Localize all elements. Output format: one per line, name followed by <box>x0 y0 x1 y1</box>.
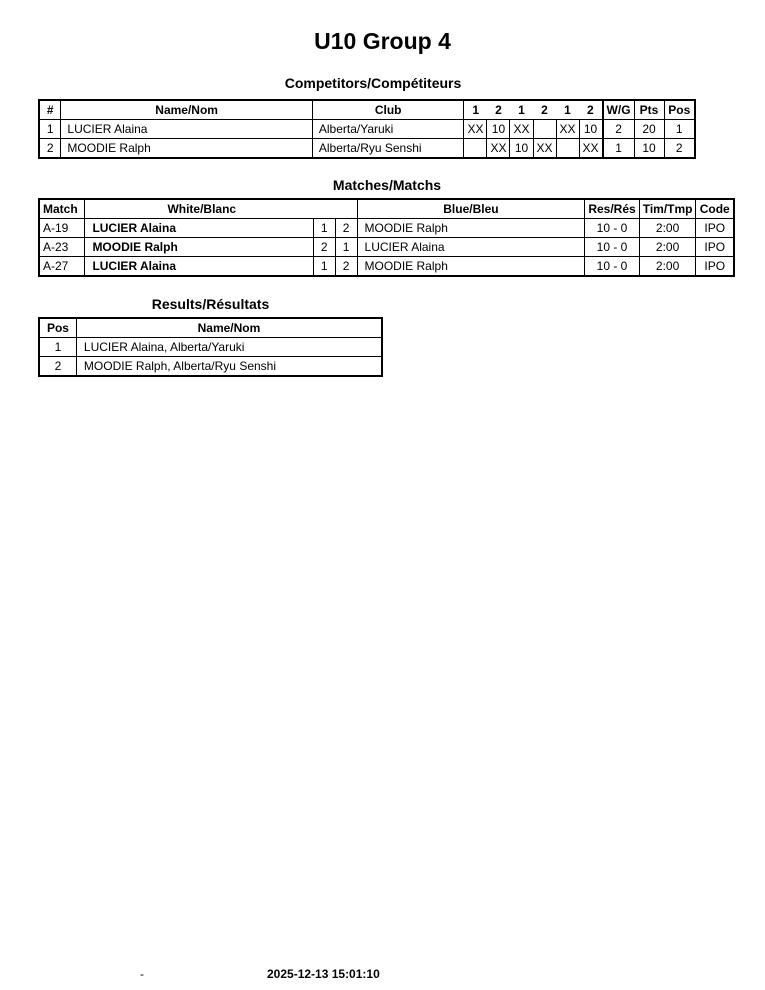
competitors-header-row <box>39 100 695 120</box>
blue-number: 2 <box>335 219 357 238</box>
result-name: MOODIE Ralph, Alberta/Ryu Senshi <box>76 357 382 377</box>
blue-competitor: MOODIE Ralph <box>357 257 585 277</box>
score-cell <box>533 120 556 139</box>
col-pos: Pos <box>39 318 76 338</box>
blue-competitor: LUCIER Alaina <box>357 238 585 257</box>
matches-header-row <box>39 199 734 219</box>
competitor-pts: 10 <box>634 139 664 159</box>
score-cell: XX <box>510 120 533 139</box>
match-time: 2:00 <box>639 238 696 257</box>
col-round: 2 <box>579 100 603 120</box>
col-num: # <box>39 100 61 120</box>
score-cell: XX <box>464 120 487 139</box>
score-cell: XX <box>556 120 579 139</box>
matches-heading: Matches/Matchs <box>332 177 442 193</box>
white-competitor: MOODIE Ralph <box>85 238 313 257</box>
results-heading: Results/Résultats <box>151 296 270 312</box>
blue-number: 2 <box>335 257 357 277</box>
result-pos: 2 <box>39 357 76 377</box>
competitor-pts: 20 <box>634 120 664 139</box>
col-round: 1 <box>464 100 487 120</box>
match-id: A-23 <box>39 238 85 257</box>
col-round: 1 <box>556 100 579 120</box>
col-round: 2 <box>487 100 510 120</box>
score-cell: XX <box>579 139 603 159</box>
competitor-wg: 1 <box>603 139 635 159</box>
blue-number: 1 <box>335 238 357 257</box>
score-cell <box>464 139 487 159</box>
col-res: Res/Rés <box>585 199 639 219</box>
page-title: U10 Group 4 <box>314 28 451 54</box>
white-competitor: LUCIER Alaina <box>85 257 313 277</box>
score-cell <box>556 139 579 159</box>
col-pos: Pos <box>664 100 695 120</box>
col-time: Tim/Tmp <box>639 199 696 219</box>
result-pos: 1 <box>39 338 76 357</box>
match-id: A-27 <box>39 257 85 277</box>
col-white: White/Blanc <box>85 199 357 219</box>
competitor-num: 2 <box>39 139 61 159</box>
match-time: 2:00 <box>639 219 696 238</box>
results-table <box>38 317 383 377</box>
competitor-row <box>39 139 695 159</box>
blue-competitor: MOODIE Ralph <box>357 219 585 238</box>
competitor-name: LUCIER Alaina <box>61 120 312 139</box>
col-club: Club <box>312 100 464 120</box>
col-name: Name/Nom <box>61 100 312 120</box>
col-pts: Pts <box>634 100 664 120</box>
match-code: IPO <box>696 219 734 238</box>
competitor-pos: 2 <box>664 139 695 159</box>
match-result: 10 - 0 <box>585 219 639 238</box>
match-code: IPO <box>696 257 734 277</box>
match-row <box>39 257 734 277</box>
match-id: A-19 <box>39 219 85 238</box>
competitors-table <box>38 99 696 159</box>
results-header-row <box>39 318 382 338</box>
competitor-club: Alberta/Yaruki <box>312 120 464 139</box>
match-result: 10 - 0 <box>585 238 639 257</box>
match-code: IPO <box>696 238 734 257</box>
col-wg: W/G <box>603 100 635 120</box>
matches-table <box>38 198 735 277</box>
col-round: 2 <box>533 100 556 120</box>
white-number: 1 <box>313 219 335 238</box>
score-cell: XX <box>487 139 510 159</box>
score-cell: 10 <box>510 139 533 159</box>
match-row <box>39 238 734 257</box>
white-number: 2 <box>313 238 335 257</box>
competitor-pos: 1 <box>664 120 695 139</box>
competitor-num: 1 <box>39 120 61 139</box>
score-cell: XX <box>533 139 556 159</box>
competitors-heading: Competitors/Compétiteurs <box>284 75 462 91</box>
match-time: 2:00 <box>639 257 696 277</box>
result-row <box>39 357 382 377</box>
white-number: 1 <box>313 257 335 277</box>
col-match: Match <box>39 199 85 219</box>
score-cell: 10 <box>579 120 603 139</box>
competitor-club: Alberta/Ryu Senshi <box>312 139 464 159</box>
col-code: Code <box>696 199 734 219</box>
match-row <box>39 219 734 238</box>
footer-left: - <box>140 967 144 981</box>
score-cell: 10 <box>487 120 510 139</box>
result-row <box>39 338 382 357</box>
competitor-row <box>39 120 695 139</box>
col-round: 1 <box>510 100 533 120</box>
white-competitor: LUCIER Alaina <box>85 219 313 238</box>
col-blue: Blue/Bleu <box>357 199 585 219</box>
competitor-wg: 2 <box>603 120 635 139</box>
match-result: 10 - 0 <box>585 257 639 277</box>
footer-timestamp: 2025-12-13 15:01:10 <box>267 967 380 981</box>
col-name: Name/Nom <box>76 318 382 338</box>
competitor-name: MOODIE Ralph <box>61 139 312 159</box>
result-name: LUCIER Alaina, Alberta/Yaruki <box>76 338 382 357</box>
